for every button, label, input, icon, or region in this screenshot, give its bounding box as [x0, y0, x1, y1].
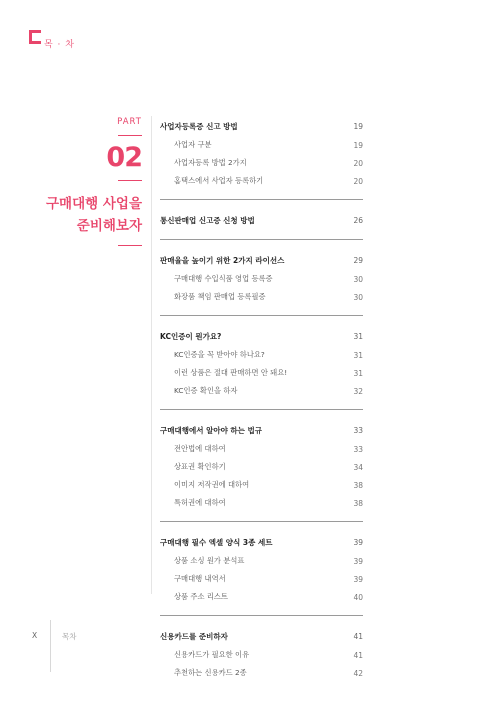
toc-item[interactable] — [160, 154, 363, 172]
toc-item-title: KC인증을 꼭 받아야 하나요? — [174, 350, 265, 359]
toc-item-page: 38 — [353, 480, 363, 490]
toc-chapter[interactable] — [160, 210, 363, 230]
toc-item-page: 34 — [353, 462, 363, 472]
toc-item-title: 이미지 저작권에 대하여 — [174, 480, 250, 489]
toc-chapter[interactable] — [160, 420, 363, 440]
part-panel — [30, 117, 142, 246]
toc-item-title: 화장품 책임 판매업 등록필증 — [174, 292, 266, 301]
toc-chapter-page: 19 — [353, 121, 363, 131]
toc-chapter-title: 구매대행에서 알아야 하는 법규 — [160, 425, 263, 435]
toc-item-page: 19 — [353, 140, 363, 150]
toc-item-title: 이런 상품은 절대 판매하면 안 돼요! — [174, 368, 288, 377]
header-title: 목 · 차 — [44, 40, 75, 50]
toc-item-title: 전안법에 대하여 — [174, 444, 226, 453]
toc-item[interactable] — [160, 172, 363, 190]
toc-chapter-page: 26 — [353, 215, 363, 225]
corner-bracket-mark — [29, 30, 41, 44]
toc-item-page: 41 — [353, 650, 363, 660]
toc-chapter-title: 판매율을 높이기 위한 2가지 라이선스 — [160, 255, 285, 265]
toc-item[interactable] — [160, 458, 363, 476]
toc-item-title: 상표권 확인하기 — [174, 462, 226, 471]
toc-section — [160, 420, 363, 522]
divider — [118, 180, 142, 181]
toc-item-title: 추천하는 신용카드 2종 — [174, 668, 247, 677]
table-of-contents — [160, 116, 363, 701]
vertical-divider — [151, 116, 152, 594]
toc-chapter-title: 통신판매업 신고증 신청 방법 — [160, 215, 255, 225]
toc-item-title: 홈택스에서 사업자 등록하기 — [174, 176, 264, 185]
toc-item-page: 31 — [353, 350, 363, 360]
toc-chapter-page: 33 — [353, 425, 363, 435]
toc-item-title: 상품 주소 리스트 — [174, 592, 228, 601]
toc-item-page: 39 — [353, 574, 363, 584]
toc-item[interactable] — [160, 440, 363, 458]
toc-chapter-page: 39 — [353, 537, 363, 547]
footer-page-number: X — [32, 631, 38, 640]
toc-item[interactable] — [160, 588, 363, 606]
toc-item-page: 32 — [353, 386, 363, 396]
toc-item[interactable] — [160, 346, 363, 364]
toc-item[interactable] — [160, 136, 363, 154]
footer-label: 목차 — [62, 632, 77, 641]
toc-item-title: 특허권에 대하여 — [174, 498, 226, 507]
divider — [118, 135, 142, 136]
toc-chapter[interactable] — [160, 116, 363, 136]
toc-item-page: 31 — [353, 368, 363, 378]
toc-item-page: 42 — [353, 668, 363, 678]
toc-chapter[interactable] — [160, 532, 363, 552]
part-title-line2: 준비해보자 — [76, 218, 142, 234]
toc-chapter-page: 41 — [353, 631, 363, 641]
toc-item-title: 신용카드가 필요한 이유 — [174, 650, 250, 659]
toc-item-page: 30 — [353, 274, 363, 284]
toc-item[interactable] — [160, 476, 363, 494]
toc-item-title: KC인증 확인을 하자 — [174, 386, 238, 395]
toc-item-page: 33 — [353, 444, 363, 454]
toc-chapter-page: 31 — [353, 331, 363, 341]
toc-item-title: 구매대행 수입식품 영업 등록증 — [174, 274, 273, 283]
toc-item-page: 38 — [353, 498, 363, 508]
toc-item-title: 구매대행 내역서 — [174, 574, 226, 583]
toc-chapter-title: 신용카드를 준비하자 — [160, 631, 228, 641]
toc-section — [160, 250, 363, 316]
toc-section — [160, 326, 363, 410]
part-label: PART — [117, 117, 142, 127]
toc-item-page: 20 — [353, 158, 363, 168]
toc-chapter[interactable] — [160, 626, 363, 646]
toc-item[interactable] — [160, 646, 363, 664]
toc-item[interactable] — [160, 288, 363, 306]
divider — [118, 245, 142, 246]
toc-item-page: 30 — [353, 292, 363, 302]
toc-chapter[interactable] — [160, 250, 363, 270]
toc-item[interactable] — [160, 270, 363, 288]
toc-item-title: 사업자등록 방법 2가지 — [174, 158, 247, 167]
toc-chapter-title: 구매대행 필수 엑셀 양식 3종 세트 — [160, 537, 273, 547]
toc-section — [160, 210, 363, 240]
toc-section — [160, 626, 363, 691]
toc-chapter[interactable] — [160, 326, 363, 346]
toc-item[interactable] — [160, 382, 363, 400]
part-title-line1: 구매대행 사업을 — [46, 196, 142, 212]
toc-item[interactable] — [160, 364, 363, 382]
toc-chapter-title: 사업자등록증 신고 방법 — [160, 121, 238, 131]
toc-item[interactable] — [160, 570, 363, 588]
toc-item[interactable] — [160, 664, 363, 682]
part-number: 02 — [106, 142, 142, 173]
footer-divider — [50, 620, 51, 672]
toc-item[interactable] — [160, 552, 363, 570]
toc-item-page: 39 — [353, 556, 363, 566]
toc-item-page: 40 — [353, 592, 363, 602]
toc-chapter-page: 29 — [353, 255, 363, 265]
toc-item-title: 상품 소싱 원가 분석표 — [174, 556, 245, 565]
toc-item-page: 20 — [353, 176, 363, 186]
toc-section — [160, 532, 363, 616]
toc-item[interactable] — [160, 494, 363, 512]
toc-chapter-title: KC인증이 뭔가요? — [160, 331, 222, 341]
toc-section — [160, 116, 363, 200]
toc-item-title: 사업자 구분 — [174, 140, 212, 149]
